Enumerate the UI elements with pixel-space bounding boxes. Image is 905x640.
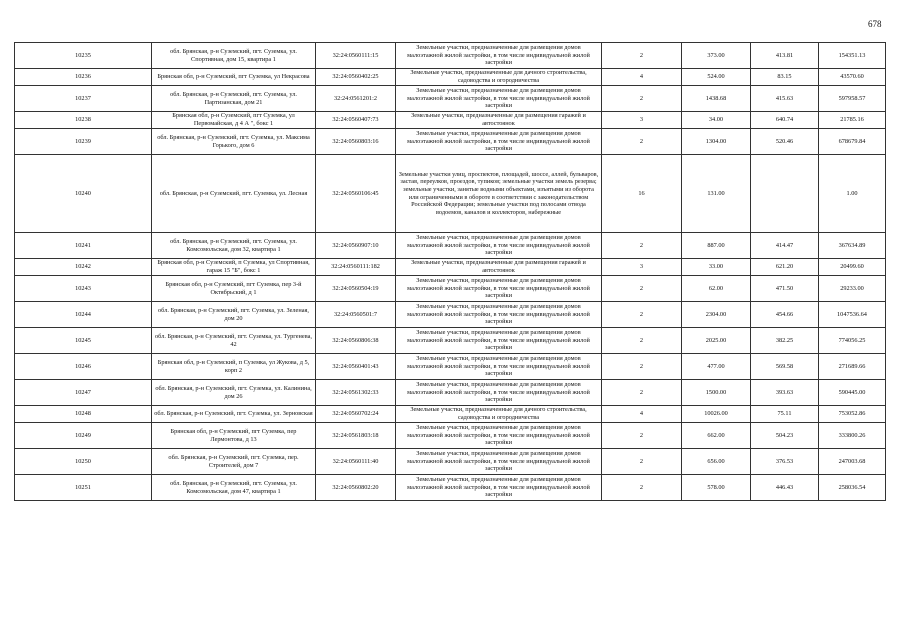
row-id-cell: 10251 [15, 475, 152, 501]
address-cell: обл. Брянская, р-н Суземский, пгт. Суземка, ул. Тургенева, 42 [152, 328, 316, 354]
address-cell: Брянская обл, р-н Суземский, п Суземка, ул Спортивная, гараж 15 "Б", бокс 1 [152, 259, 316, 276]
cadastral-number-cell: 32:24:0560111:40 [316, 449, 396, 475]
specific-value-cell: 569.58 [751, 354, 819, 380]
land-use-type-cell: Земельные участки, предназначенные для размещения домов малоэтажной жилой застройки, в том числе индивидуальной жилой застройки [396, 233, 602, 259]
area-cell: 62.00 [682, 276, 751, 302]
row-id-cell: 10247 [15, 380, 152, 406]
land-use-type-cell: Земельные участки, предназначенные для размещения домов малоэтажной жилой застройки, в том числе индивидуальной жилой застройки [396, 328, 602, 354]
cadastral-number-cell: 32:24:0560806:38 [316, 328, 396, 354]
table-row [15, 302, 886, 328]
address-cell: обл. Брянская, р-н Суземский, пгт. Суземка, ул. Партизанская, дом 21 [152, 86, 316, 112]
group-code-cell: 2 [602, 475, 682, 501]
area-cell: 524.00 [682, 69, 751, 86]
group-code-cell: 2 [602, 328, 682, 354]
row-id-cell: 10236 [15, 69, 152, 86]
cadastral-value-cell: 1047536.64 [819, 302, 886, 328]
table-row [15, 69, 886, 86]
row-id-cell: 10239 [15, 129, 152, 155]
row-id-cell: 10241 [15, 233, 152, 259]
cadastral-number-cell: 32:24:0560802:20 [316, 475, 396, 501]
table-row [15, 233, 886, 259]
land-use-type-cell: Земельные участки, предназначенные для размещения домов малоэтажной жилой застройки, в том числе индивидуальной жилой застройки [396, 380, 602, 406]
row-id-cell: 10235 [15, 43, 152, 69]
cadastral-number-cell: 32:24:0560402:25 [316, 69, 396, 86]
area-cell: 1304.00 [682, 129, 751, 155]
land-use-type-cell: Земельные участки, предназначенные для размещения домов малоэтажной жилой застройки, в том числе индивидуальной жилой застройки [396, 449, 602, 475]
group-code-cell: 2 [602, 423, 682, 449]
group-code-cell: 2 [602, 276, 682, 302]
address-cell: обл. Брянская, р-н Суземский, пгт. Суземка, ул. Комсомольская, дом 32, квартира 1 [152, 233, 316, 259]
land-use-type-cell: Земельные участки, предназначенные для размещения гаражей и автостоянок [396, 112, 602, 129]
land-use-type-cell: Земельные участки, предназначенные для размещения домов малоэтажной жилой застройки, в том числе индивидуальной жилой застройки [396, 86, 602, 112]
row-id-cell: 10249 [15, 423, 152, 449]
table-row [15, 328, 886, 354]
area-cell: 34.00 [682, 112, 751, 129]
row-id-cell: 10246 [15, 354, 152, 380]
group-code-cell: 2 [602, 86, 682, 112]
cadastral-value-cell: 154351.13 [819, 43, 886, 69]
cadastral-value-cell: 590445.00 [819, 380, 886, 406]
area-cell: 477.00 [682, 354, 751, 380]
area-cell: 1438.68 [682, 86, 751, 112]
address-cell: обл. Брянская, р-н Суземский, пгт. Суземка, ул. Калинина, дом 26 [152, 380, 316, 406]
address-cell: обл. Брянская, р-н Суземский, пгт. Суземка, ул. Зеленая, дом 20 [152, 302, 316, 328]
group-code-cell: 2 [602, 129, 682, 155]
specific-value-cell: 393.63 [751, 380, 819, 406]
table-row [15, 423, 886, 449]
table-row [15, 86, 886, 112]
address-cell: Брянская обл, р-н Суземский, пгт Суземка, пер Лермонтова, д 13 [152, 423, 316, 449]
specific-value-cell: 414.47 [751, 233, 819, 259]
table-row [15, 449, 886, 475]
row-id-cell: 10240 [15, 155, 152, 233]
table-row [15, 129, 886, 155]
address-cell: Брянская обл, р-н Суземский, пгт Суземка, ул Некрасова [152, 69, 316, 86]
cadastral-number-cell: 32:24:0560111:182 [316, 259, 396, 276]
land-use-type-cell: Земельные участки улиц, проспектов, площадей, шоссе, аллей, бульваров, застав, переулков, проездов, тупиков; земельные участки земель резерва; земельные участки, занятые водными объектами, изъятыми из оборота или ограниченными в обороте в соответствии с законодательством Российской Федерации; земельные участки под полосами отвода водоемов, каналов и коллекторов, набережные [396, 155, 602, 233]
table-row [15, 276, 886, 302]
specific-value-cell: 640.74 [751, 112, 819, 129]
group-code-cell: 3 [602, 259, 682, 276]
cadastral-value-cell: 43570.60 [819, 69, 886, 86]
area-cell: 2025.00 [682, 328, 751, 354]
area-cell: 887.00 [682, 233, 751, 259]
specific-value-cell: 520.46 [751, 129, 819, 155]
table-row [15, 155, 886, 233]
specific-value-cell: 415.63 [751, 86, 819, 112]
cadastral-value-cell: 21785.16 [819, 112, 886, 129]
land-use-type-cell: Земельные участки, предназначенные для размещения домов малоэтажной жилой застройки, в том числе индивидуальной жилой застройки [396, 276, 602, 302]
cadastral-value-cell: 258036.54 [819, 475, 886, 501]
table-row [15, 406, 886, 423]
row-id-cell: 10243 [15, 276, 152, 302]
specific-value-cell: 454.66 [751, 302, 819, 328]
cadastral-value-cell: 774056.25 [819, 328, 886, 354]
cadastral-number-cell: 32:24:0560106:45 [316, 155, 396, 233]
address-cell: Брянская обл, р-н Суземский, пгт Суземка, ул Первомайская, д 4 А ", бокс 1 [152, 112, 316, 129]
table-body [15, 43, 886, 501]
address-cell: обл. Брянская, р-н Суземский, пгт. Суземка, ул. Максима Горького, дом 6 [152, 129, 316, 155]
address-cell: обл. Брянская, р-н Суземский, пгт. Суземка, ул. Комсомольская, дом 47, квартира 1 [152, 475, 316, 501]
specific-value-cell: 471.50 [751, 276, 819, 302]
specific-value-cell [751, 155, 819, 233]
land-use-type-cell: Земельные участки, предназначенные для размещения домов малоэтажной жилой застройки, в том числе индивидуальной жилой застройки [396, 129, 602, 155]
cadastral-value-cell: 271689.66 [819, 354, 886, 380]
address-cell: обл. Брянская, р-н Суземский, пгт. Суземка, ул. Лесная [152, 155, 316, 233]
address-cell: обл. Брянская, р-н Суземский, пгт. Суземка, ул. Спортивная, дом 15, квартира 1 [152, 43, 316, 69]
address-cell: обл. Брянская, р-н Суземский, пгт. Суземка, пер. Строителей, дом 7 [152, 449, 316, 475]
row-id-cell: 10237 [15, 86, 152, 112]
group-code-cell: 2 [602, 380, 682, 406]
cadastral-value-cell: 753052.86 [819, 406, 886, 423]
land-use-type-cell: Земельные участки, предназначенные для дачного строительства, садоводства и огородничества [396, 69, 602, 86]
row-id-cell: 10242 [15, 259, 152, 276]
group-code-cell: 2 [602, 233, 682, 259]
area-cell: 578.00 [682, 475, 751, 501]
area-cell: 10026.00 [682, 406, 751, 423]
cadastral-number-cell: 32:24:0561302:33 [316, 380, 396, 406]
cadastral-value-cell: 1.00 [819, 155, 886, 233]
land-use-type-cell: Земельные участки, предназначенные для размещения домов малоэтажной жилой застройки, в том числе индивидуальной жилой застройки [396, 423, 602, 449]
specific-value-cell: 382.25 [751, 328, 819, 354]
area-cell: 662.00 [682, 423, 751, 449]
cadastral-number-cell: 32:24:0560401:43 [316, 354, 396, 380]
row-id-cell: 10244 [15, 302, 152, 328]
cadastral-number-cell: 32:24:0560504:19 [316, 276, 396, 302]
cadastral-number-cell: 32:24:0560702:24 [316, 406, 396, 423]
specific-value-cell: 413.81 [751, 43, 819, 69]
group-code-cell: 4 [602, 406, 682, 423]
area-cell: 131.00 [682, 155, 751, 233]
area-cell: 656.00 [682, 449, 751, 475]
cadastral-number-cell: 32:24:0560907:10 [316, 233, 396, 259]
row-id-cell: 10248 [15, 406, 152, 423]
table-row [15, 380, 886, 406]
specific-value-cell: 446.43 [751, 475, 819, 501]
cadastral-value-cell: 20499.60 [819, 259, 886, 276]
table-row [15, 259, 886, 276]
area-cell: 373.00 [682, 43, 751, 69]
area-cell: 33.00 [682, 259, 751, 276]
cadastral-value-cell: 333800.26 [819, 423, 886, 449]
address-cell: обл. Брянская, р-н Суземский, пгт. Суземка, ул. Зерновская [152, 406, 316, 423]
table-row [15, 354, 886, 380]
land-use-type-cell: Земельные участки, предназначенные для дачного строительства, садоводства и огородничества [396, 406, 602, 423]
specific-value-cell: 75.11 [751, 406, 819, 423]
cadastral-value-cell: 597958.57 [819, 86, 886, 112]
table-row [15, 43, 886, 69]
table-row [15, 475, 886, 501]
cadastral-number-cell: 32:24:0560111:15 [316, 43, 396, 69]
table-row [15, 112, 886, 129]
specific-value-cell: 621.20 [751, 259, 819, 276]
group-code-cell: 3 [602, 112, 682, 129]
cadastral-value-cell: 678679.84 [819, 129, 886, 155]
specific-value-cell: 504.23 [751, 423, 819, 449]
cadastral-number-cell: 32:24:0560501:7 [316, 302, 396, 328]
row-id-cell: 10250 [15, 449, 152, 475]
land-use-type-cell: Земельные участки, предназначенные для размещения домов малоэтажной жилой застройки, в том числе индивидуальной жилой застройки [396, 475, 602, 501]
land-use-type-cell: Земельные участки, предназначенные для размещения домов малоэтажной жилой застройки, в том числе индивидуальной жилой застройки [396, 302, 602, 328]
cadastral-number-cell: 32:24:0561803:18 [316, 423, 396, 449]
group-code-cell: 16 [602, 155, 682, 233]
address-cell: Брянская обл, р-н Суземский, пгт Суземка, пер 3-й Октябрьский, д 1 [152, 276, 316, 302]
group-code-cell: 2 [602, 354, 682, 380]
land-use-type-cell: Земельные участки, предназначенные для размещения домов малоэтажной жилой застройки, в том числе индивидуальной жилой застройки [396, 43, 602, 69]
cadastral-value-cell: 29233.00 [819, 276, 886, 302]
land-use-type-cell: Земельные участки, предназначенные для размещения гаражей и автостоянок [396, 259, 602, 276]
group-code-cell: 2 [602, 449, 682, 475]
address-cell: Брянская обл, р-н Суземский, п Суземка, ул Жукова, д 5, корп 2 [152, 354, 316, 380]
specific-value-cell: 376.53 [751, 449, 819, 475]
cadastral-number-cell: 32:24:0560803:16 [316, 129, 396, 155]
area-cell: 1500.00 [682, 380, 751, 406]
cadastral-value-cell: 367634.89 [819, 233, 886, 259]
cadastral-number-cell: 32:24:0561201:2 [316, 86, 396, 112]
group-code-cell: 2 [602, 302, 682, 328]
group-code-cell: 4 [602, 69, 682, 86]
specific-value-cell: 83.15 [751, 69, 819, 86]
area-cell: 2304.00 [682, 302, 751, 328]
row-id-cell: 10245 [15, 328, 152, 354]
row-id-cell: 10238 [15, 112, 152, 129]
page-number: 678 [868, 19, 882, 29]
group-code-cell: 2 [602, 43, 682, 69]
cadastral-value-cell: 247003.68 [819, 449, 886, 475]
land-use-type-cell: Земельные участки, предназначенные для размещения домов малоэтажной жилой застройки, в том числе индивидуальной жилой застройки [396, 354, 602, 380]
cadastral-value-table [14, 42, 886, 501]
cadastral-number-cell: 32:24:0560407:73 [316, 112, 396, 129]
